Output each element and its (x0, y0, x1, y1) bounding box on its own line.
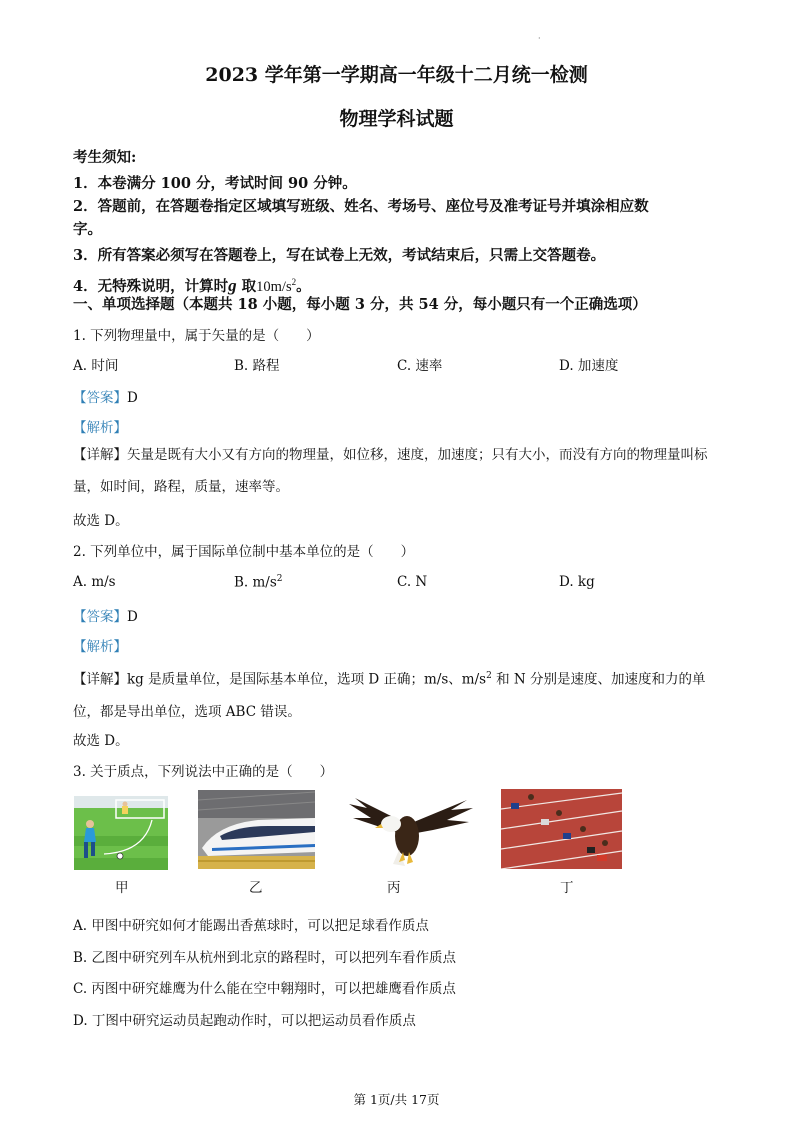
caption-ding: 丁 (560, 880, 574, 896)
q1-stem: 1. 下列物理量中，属于矢量的是（ ） (73, 328, 320, 344)
q2-conclusion: 故选 D。 (73, 733, 129, 749)
q3-stem: 3. 关于质点，下列说法中正确的是（ ） (73, 764, 334, 780)
q1-option-b: B. 路程 (234, 358, 280, 374)
section-heading: 一、单项选择题（本题共 18 小题，每小题 3 分，共 54 分，每小题只有一个正确选项） (73, 296, 647, 313)
q1-option-a: A. 时间 (73, 358, 119, 374)
gravity-value: $10m/s^2$ (256, 277, 297, 295)
exam-title: 2023 学年第一学期高一年级十二月统一检测 (205, 64, 588, 86)
page-number: 第 1页/共 17页 (353, 1092, 440, 1107)
notice-item-4-prefix: 4．无特殊说明，计算时 (73, 277, 229, 295)
notice-item-2: 2．答题前，在答题卷指定区域填写班级、姓名、考场号、座位号及准考证号并填涂相应数 (73, 198, 649, 215)
q1-answer: 【答案】D (73, 390, 138, 406)
train-image (198, 790, 315, 869)
q1-detail: 【详解】矢量是既有大小又有方向的物理量，如位移，速度，加速度；只有大小，而没有方向的物理量叫标量，如时间，路程，质量，速率等。 (73, 447, 708, 495)
q3-option-a: A. 甲图中研究如何才能踢出香蕉球时，可以把足球看作质点 (73, 918, 429, 934)
q3-option-c: C. 丙图中研究雄鹰为什么能在空中翱翔时，可以把雄鹰看作质点 (73, 981, 456, 997)
eagle-image (347, 794, 474, 867)
notice-item-1: 1．本卷满分 100 分，考试时间 90 分钟。 (73, 175, 357, 192)
caption-yi: 乙 (249, 880, 263, 896)
gravity-symbol: g (228, 275, 237, 295)
q1-option-c: C. 速率 (397, 358, 443, 374)
q2-stem: 2. 下列单位中，属于国际单位制中基本单位的是（ ） (73, 544, 415, 560)
caption-bing: 丙 (387, 880, 401, 896)
q2-analysis-tag: 【解析】 (73, 639, 127, 655)
q2-option-c: C. N (397, 574, 428, 590)
answer-tag: 【答案】 (73, 609, 127, 625)
q1-analysis-tag: 【解析】 (73, 420, 127, 436)
notice-item-4-mid: 取 (236, 277, 257, 295)
q2-option-a: A. m/s (73, 574, 116, 590)
q3-option-b: B. 乙图中研究列车从杭州到北京的路程时，可以把列车看作质点 (73, 950, 457, 966)
answer-tag: 【答案】 (73, 390, 127, 406)
sprinters-image (501, 789, 622, 869)
q2-option-d: D. kg (559, 574, 595, 590)
q2-option-b: B. $m/s^2$ (234, 574, 283, 591)
scan-dot: · (538, 34, 541, 43)
soccer-image (74, 796, 168, 870)
exam-subtitle: 物理学科试题 (339, 108, 454, 130)
caption-jia: 甲 (115, 880, 129, 896)
q2-answer: 【答案】D (73, 609, 138, 625)
q1-option-d: D. 加速度 (559, 358, 619, 374)
notice-item-3: 3．所有答案必须写在答题卷上，写在试卷上无效，考试结束后，只需上交答题卷。 (73, 247, 606, 264)
notice-item-2-cont: 字。 (73, 221, 102, 238)
q1-conclusion: 故选 D。 (73, 513, 129, 529)
notice-heading: 考生须知: (73, 149, 137, 166)
q2-detail: 【详解】kg 是质量单位，是国际基本单位，选项 D 正确；m/s、$m/s^2$ 和 N 分别是速度、加速度和力的单位，都是导出单位，选项 ABC 错误。 (73, 671, 706, 720)
notice-item-4-suffix: 。 (296, 277, 311, 295)
q3-option-d: D. 丁图中研究运动员起跑动作时，可以把运动员看作质点 (73, 1013, 416, 1029)
